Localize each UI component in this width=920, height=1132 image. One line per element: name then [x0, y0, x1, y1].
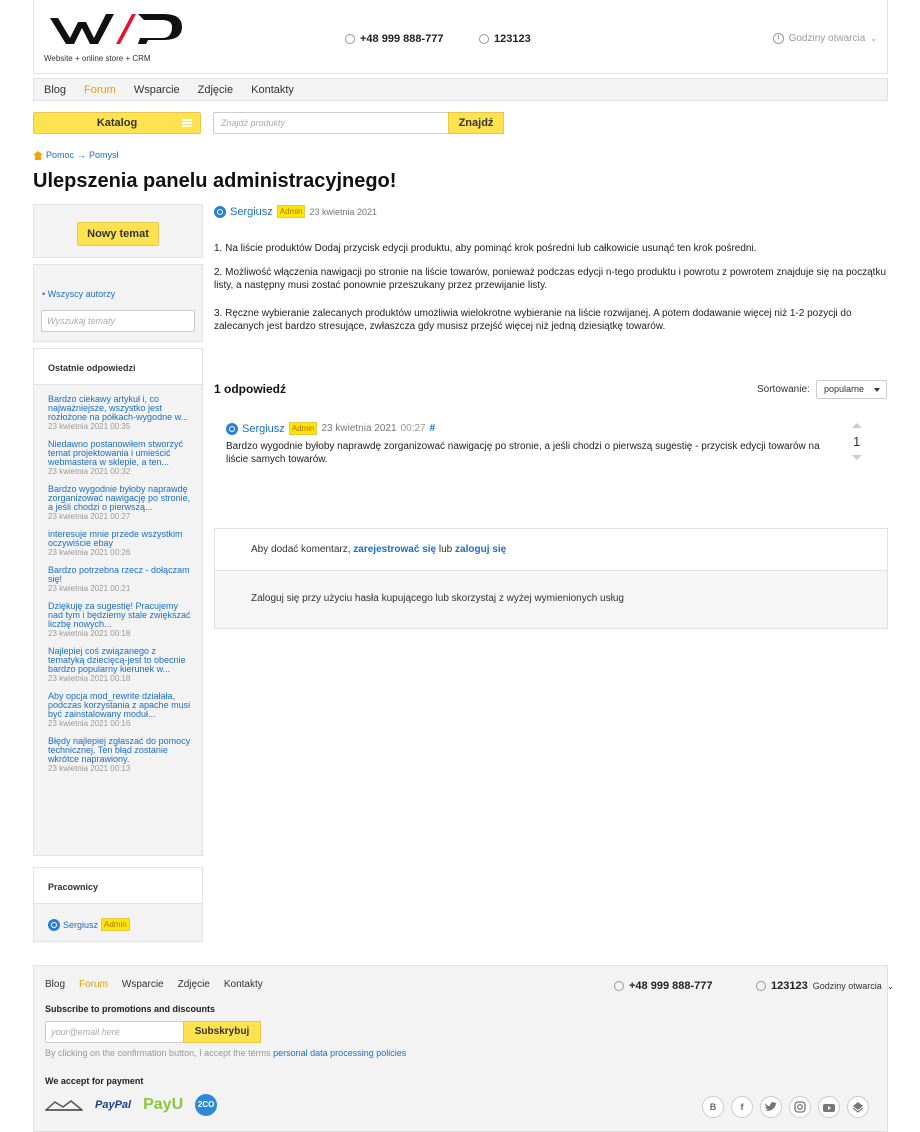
chevron-down-icon: ⌄: [886, 980, 895, 991]
vote-down-icon[interactable]: [852, 455, 862, 460]
comment-text: Bardzo wygodnie byłoby naprawdę zorganizować nawigację po stronie, a jeśli chodzi o pierwszą sugestię - przycisk edycji towarów na liście samych towarów.: [226, 441, 820, 465]
footer-hours[interactable]: Godziny otwarcia: [812, 981, 882, 991]
reply-text: Bardzo wygodnie byłoby naprawdę zorganizować nawigację po stronie, a jeśli chodzi o pierwszą...: [48, 484, 191, 512]
opening-hours-dropdown[interactable]: [773, 33, 877, 44]
breadcrumb-home[interactable]: Pomoc: [46, 150, 75, 160]
clock-icon: [773, 33, 784, 44]
nav-blog[interactable]: Blog: [44, 83, 67, 96]
staff-member[interactable]: [34, 904, 202, 931]
avatar: [48, 919, 60, 931]
privacy-policy-link[interactable]: personal data processing policies: [273, 1048, 407, 1058]
admin-badge: Admin: [277, 205, 306, 218]
youtube-shape: [823, 1101, 835, 1113]
payu-logo: PayU: [143, 1096, 184, 1113]
reply-text: Niedawno postanowiłem stworzyć temat projektowania i umieścić webmastera w sklepie, a ten...: [48, 439, 184, 467]
reply-date: 23 kwietnia 2021 00:32: [48, 467, 131, 476]
payment-methods: [45, 1094, 217, 1116]
phone-1-text: +48 999 888-777: [360, 33, 444, 45]
comment-author[interactable]: Sergiusz: [242, 422, 285, 435]
payment-title: We accept for payment: [45, 1076, 144, 1086]
email-field[interactable]: your@email.here: [45, 1021, 184, 1043]
reply-text: Błędy najlepiej zgłaszać do pomocy technicznej. Ten błąd zostanie wkrótce naprawiony.: [48, 736, 191, 764]
footer-navigation: [45, 979, 263, 990]
logo-tagline: Website + online store + CRM: [44, 54, 151, 63]
phone-icon: [479, 34, 489, 44]
footer-nav-blog[interactable]: Blog: [45, 979, 66, 990]
behance-icon[interactable]: B: [702, 1096, 724, 1118]
topic-meta: [214, 205, 377, 218]
comment-time: 00:27: [400, 423, 426, 434]
reply-date: 23 kwietnia 2021 00:35: [48, 422, 131, 431]
layers-shape: [852, 1101, 864, 1113]
reply-date: 23 kwietnia 2021 00:21: [48, 584, 131, 593]
all-authors-link[interactable]: • Wszyscy autorzy: [42, 289, 116, 299]
breadcrumb-current[interactable]: Pomysł: [89, 150, 119, 160]
comment-meta: [226, 422, 435, 435]
reply-date: 23 kwietnia 2021 00:26: [48, 548, 131, 557]
recent-replies-list: [34, 385, 202, 774]
footer-nav-forum[interactable]: Forum: [79, 979, 108, 990]
list-item[interactable]: [48, 485, 194, 522]
footer-nav-wsparcie[interactable]: Wsparcie: [121, 979, 164, 990]
staff-heading: Pracownicy: [34, 868, 202, 904]
reply-date: 23 kwietnia 2021 00:16: [48, 719, 131, 728]
topic-paragraph: 3. Ręczne wybieranie zalecanych produktów umożliwia wielokrotne wybieranie na liście rozwijanej. A potem dodawanie więcej niż 1-2 pozycji do zalecanych jest bardzo stresujące, zwłaszcza gdy musisz przejść więcej niż jedną dziesiątkę towarów.: [214, 308, 852, 332]
subscribe-button[interactable]: Subskrybuj: [183, 1021, 261, 1043]
subscribe-title: Subscribe to promotions and discounts: [45, 1004, 216, 1014]
vote-count: 1: [853, 434, 861, 449]
new-topic-button[interactable]: Nowy temat: [77, 222, 159, 246]
topic-date: 23 kwietnia 2021: [309, 206, 378, 217]
breadcrumb-arrow: →: [77, 150, 87, 160]
nav-wsparcie[interactable]: Wsparcie: [133, 83, 180, 96]
wp-logo-icon: [44, 10, 194, 50]
all-authors-label: Wszyscy autorzy: [47, 289, 116, 299]
avatar: [214, 206, 226, 218]
register-link[interactable]: zarejestrować się: [353, 544, 437, 555]
instagram-icon[interactable]: [789, 1096, 811, 1118]
vote-up-icon[interactable]: [852, 423, 862, 428]
comment-login-prompt: [215, 529, 887, 571]
topic-filter-panel: [33, 264, 203, 342]
terms-text: [45, 1048, 406, 1058]
menu-icon: [182, 119, 192, 127]
reply-text: Najlepiej coś związanego z tematyką dziecięcą-jest to obecnie bardzo popularny kierunek w...: [48, 646, 186, 674]
list-item[interactable]: [48, 530, 194, 558]
site-footer: [33, 965, 895, 1132]
topic-search-input[interactable]: Wyszukaj tematy: [41, 310, 195, 332]
layers-icon[interactable]: [847, 1096, 869, 1118]
list-item[interactable]: [48, 602, 194, 639]
comment-login-box: [214, 528, 888, 629]
footer-phone-2[interactable]: [756, 980, 894, 992]
topic-paragraph: 1. Na liście produktów Dodaj przycisk edycji produktu, aby pominąć krok pośredni lub całkowicie usunąć ten krok pośredni.: [214, 243, 757, 254]
caret-down-icon: [874, 388, 880, 392]
twitter-icon[interactable]: [760, 1096, 782, 1118]
answers-count-heading: 1 odpowiedź: [214, 382, 286, 396]
header-phone-1[interactable]: [345, 33, 444, 45]
staff-name[interactable]: Sergiusz: [63, 919, 99, 930]
footer-nav-kontakty[interactable]: Kontakty: [223, 979, 263, 990]
reply-date: 23 kwietnia 2021 00:18: [48, 674, 131, 683]
reply-text: Bardzo potrzebna rzecz - dołączam się!: [48, 565, 190, 584]
catalog-button[interactable]: [33, 112, 201, 134]
header-phone-2[interactable]: [479, 33, 531, 45]
breadcrumb: [33, 150, 119, 160]
phone-icon: [756, 981, 766, 991]
staff-panel: [33, 867, 203, 942]
login-link[interactable]: zaloguj się: [455, 544, 507, 555]
reply-text: Aby opcja mod_rewrite działała, podczas korzystania z apache musi być zainstalowany moduł...: [48, 691, 191, 719]
footer-phone-2-text: 123123: [771, 980, 808, 992]
facebook-icon[interactable]: f: [731, 1096, 753, 1118]
recent-replies-heading: Ostatnie odpowiedzi: [34, 349, 202, 385]
phone-icon: [614, 981, 624, 991]
phone-2-text: 123123: [494, 33, 531, 45]
list-item[interactable]: [48, 395, 194, 432]
site-header: [33, 0, 888, 74]
product-search-input[interactable]: Znajdź produkty: [213, 112, 449, 134]
social-login-text: Zaloguj się przy użyciu hasła kupującego lub skorzystaj z wyżej wymienionych usług: [215, 571, 887, 628]
instagram-shape: [794, 1101, 806, 1113]
topic-author[interactable]: Sergiusz: [230, 205, 273, 218]
reply-text: Dziękuję za sugestię! Pracujemy nad tym i będziemy stale zwiększać liczbę nowych...: [48, 601, 191, 629]
sort-label: Sortowanie:: [757, 384, 810, 395]
comment-date: 23 kwietnia 2021: [321, 423, 397, 434]
list-item[interactable]: [48, 440, 194, 477]
footer-nav-zdjecie[interactable]: Zdjęcie: [177, 979, 210, 990]
catalog-label: Katalog: [96, 117, 138, 129]
home-icon: [33, 151, 43, 160]
reply-date: 23 kwietnia 2021 00:18: [48, 629, 131, 638]
main-navigation: [33, 78, 888, 101]
topic-paragraph: 2. Możliwość włączenia nawigacji po stronie na liście towarów, ponieważ podczas edycji n-tego produktu i powrotu z powrotem znajduje się na początku listy, a następny musi zostać ponownie przeszukany przez przewijanie listy.: [214, 267, 887, 291]
list-item[interactable]: [48, 647, 194, 684]
list-item[interactable]: [48, 566, 194, 594]
new-topic-panel: [33, 204, 203, 258]
2co-logo: 2CO: [195, 1094, 217, 1116]
recent-replies-panel: [33, 348, 203, 856]
reply-date: 23 kwietnia 2021 00:13: [48, 764, 131, 773]
footer-phone-1[interactable]: [614, 980, 713, 992]
site-logo[interactable]: [44, 10, 194, 66]
reply-text: interesuje mnie przede wszystkim oczywiście ebay: [48, 529, 183, 548]
comment-prompt-or: lub: [438, 544, 453, 555]
page-title: Ulepszenia panelu administracyjnego!: [33, 170, 397, 192]
social-links: [702, 1096, 869, 1118]
list-item[interactable]: [48, 692, 194, 729]
list-item[interactable]: [48, 737, 194, 774]
terms-prefix: By clicking on the confirmation button, I accept the terms: [45, 1048, 271, 1058]
comment-prompt-prefix: Aby dodać komentarz,: [251, 544, 351, 555]
shoes-payment-icon: [45, 1098, 83, 1112]
admin-badge: Admin: [101, 918, 130, 931]
youtube-icon[interactable]: [818, 1096, 840, 1118]
comment-permalink[interactable]: #: [429, 423, 436, 434]
nav-kontakty[interactable]: Kontakty: [251, 83, 294, 96]
nav-zdjecie[interactable]: Zdjęcie: [197, 83, 234, 96]
reply-date: 23 kwietnia 2021 00:27: [48, 512, 131, 521]
hours-label: Godziny otwarcia: [788, 33, 866, 44]
reply-text: Bardzo ciekawy artykuł i, co najważniejsze, wszystko jest rozłożone na półkach-wygodne w...: [48, 394, 189, 422]
paypal-logo: PayPal: [95, 1099, 132, 1111]
chevron-down-icon: ⌄: [870, 34, 877, 43]
twitter-bird-shape: [765, 1102, 777, 1112]
avatar: [226, 423, 238, 435]
phone-icon: [345, 34, 355, 44]
nav-forum[interactable]: Forum: [84, 83, 116, 96]
sort-value: popularne: [824, 384, 865, 394]
search-button[interactable]: Znajdź: [448, 112, 504, 134]
admin-badge: Admin: [289, 422, 318, 435]
footer-phone-1-text: +48 999 888-777: [629, 980, 713, 992]
sort-select[interactable]: [816, 380, 887, 399]
